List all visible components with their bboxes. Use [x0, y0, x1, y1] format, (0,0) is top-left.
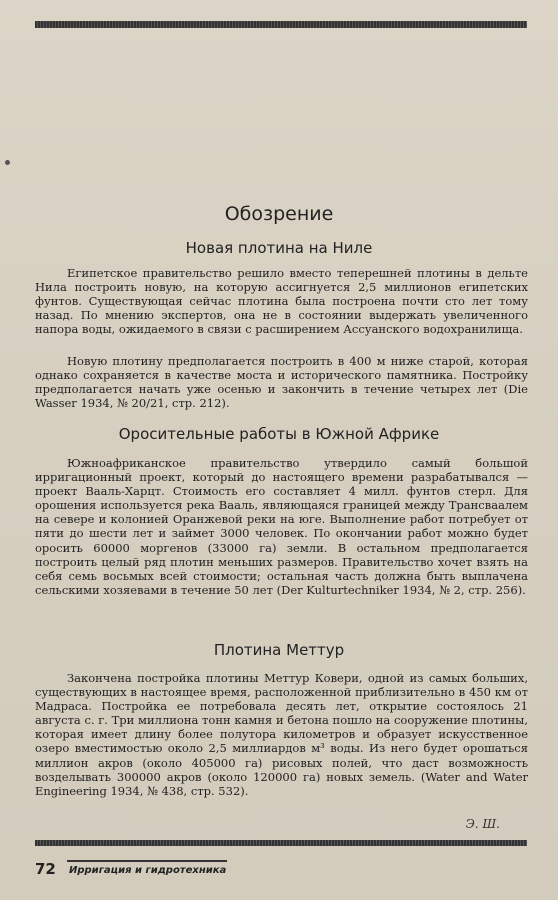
page-title: Обозрение — [224, 203, 334, 225]
paragraph-mettur: Закончена постройка плотины Меттур Ковери, одной из самых больших, существующих в настоящее время, расположенной приблизительно в 450 км от Мадраса. Постройка ее потребовала десять лет, открытие состоялось 21 августа с. г. Три миллиона тонн камня и бетона пошло на сооружение плотины, которая имеет длину более полутора километров и образует искусственное озеро вместимостью около 2,5 миллиардов м³ воды. Из него будет орошаться миллион акров (около 405000 га) рисовых полей, что даст возможность возделывать 300000 акров (около 120000 га) новых земель. (Water and Water Engineering 1934, № 438, стр. 532). — [35, 671, 528, 798]
author-signature: Э. Ш. — [465, 817, 500, 831]
bottom-rule — [35, 840, 527, 846]
paragraph-south-africa: Южноафриканское правительство утвердило самый большой ирригационный проект, который до настоящего времени разрабатывался — проект Вааль-Харцт. Стоимость его составляет 4 милл. фунтов стерл. Для орошения используется река Вааль, являющаяся границей между Трансваалем на севере и колонией Оранжевой реки на юге. Выполнение работ потребует от пяти до шести лет и займет 3000 человек. По окончании работ можно будет оросить 60000 моргенов (33000 га) земли. В остальном предполагается построить целый ряд плотин меньших размеров. Правительство хочет взять на себя семь восьмых всей стоимости; остальная часть должна быть выплачена сельскими хозяевами в течение 50 лет (Der Kulturtechniker 1934, № 2, стр. 256). — [35, 456, 528, 597]
page-number: 72 — [35, 860, 56, 878]
section-title-south-africa: Оросительные работы в Южной Африке — [118, 425, 440, 443]
paragraph-nile-1: Египетское правительство решило вместо теперешней плотины в дельте Нила построить новую, на которую ассигнуется 2,5 миллионов египетских фунтов. Существующая сейчас плотина была построена почти сто лет тому назад. По мнению экспертов, она не в состоянии выдержать увеличенного напора воды, ожидаемого в связи с расширением Ассуанского водохранилища. — [35, 266, 528, 337]
section-title-mettur: Плотина Меттур — [213, 641, 345, 659]
footer-rule — [67, 860, 227, 862]
journal-title: Ирригация и гидротехника — [69, 865, 227, 876]
paragraph-nile-2: Новую плотину предполагается построить в 400 м ниже старой, которая однако сохраняется в качестве моста и исторического памятника. Постройку предполагается начать уже осенью и закончить в течение четырех лет (Die Wasser 1934, № 20/21, стр. 212). — [35, 354, 528, 411]
margin-dot — [5, 160, 10, 165]
top-rule — [35, 21, 527, 28]
section-title-nile: Новая плотина на Ниле — [185, 239, 373, 257]
